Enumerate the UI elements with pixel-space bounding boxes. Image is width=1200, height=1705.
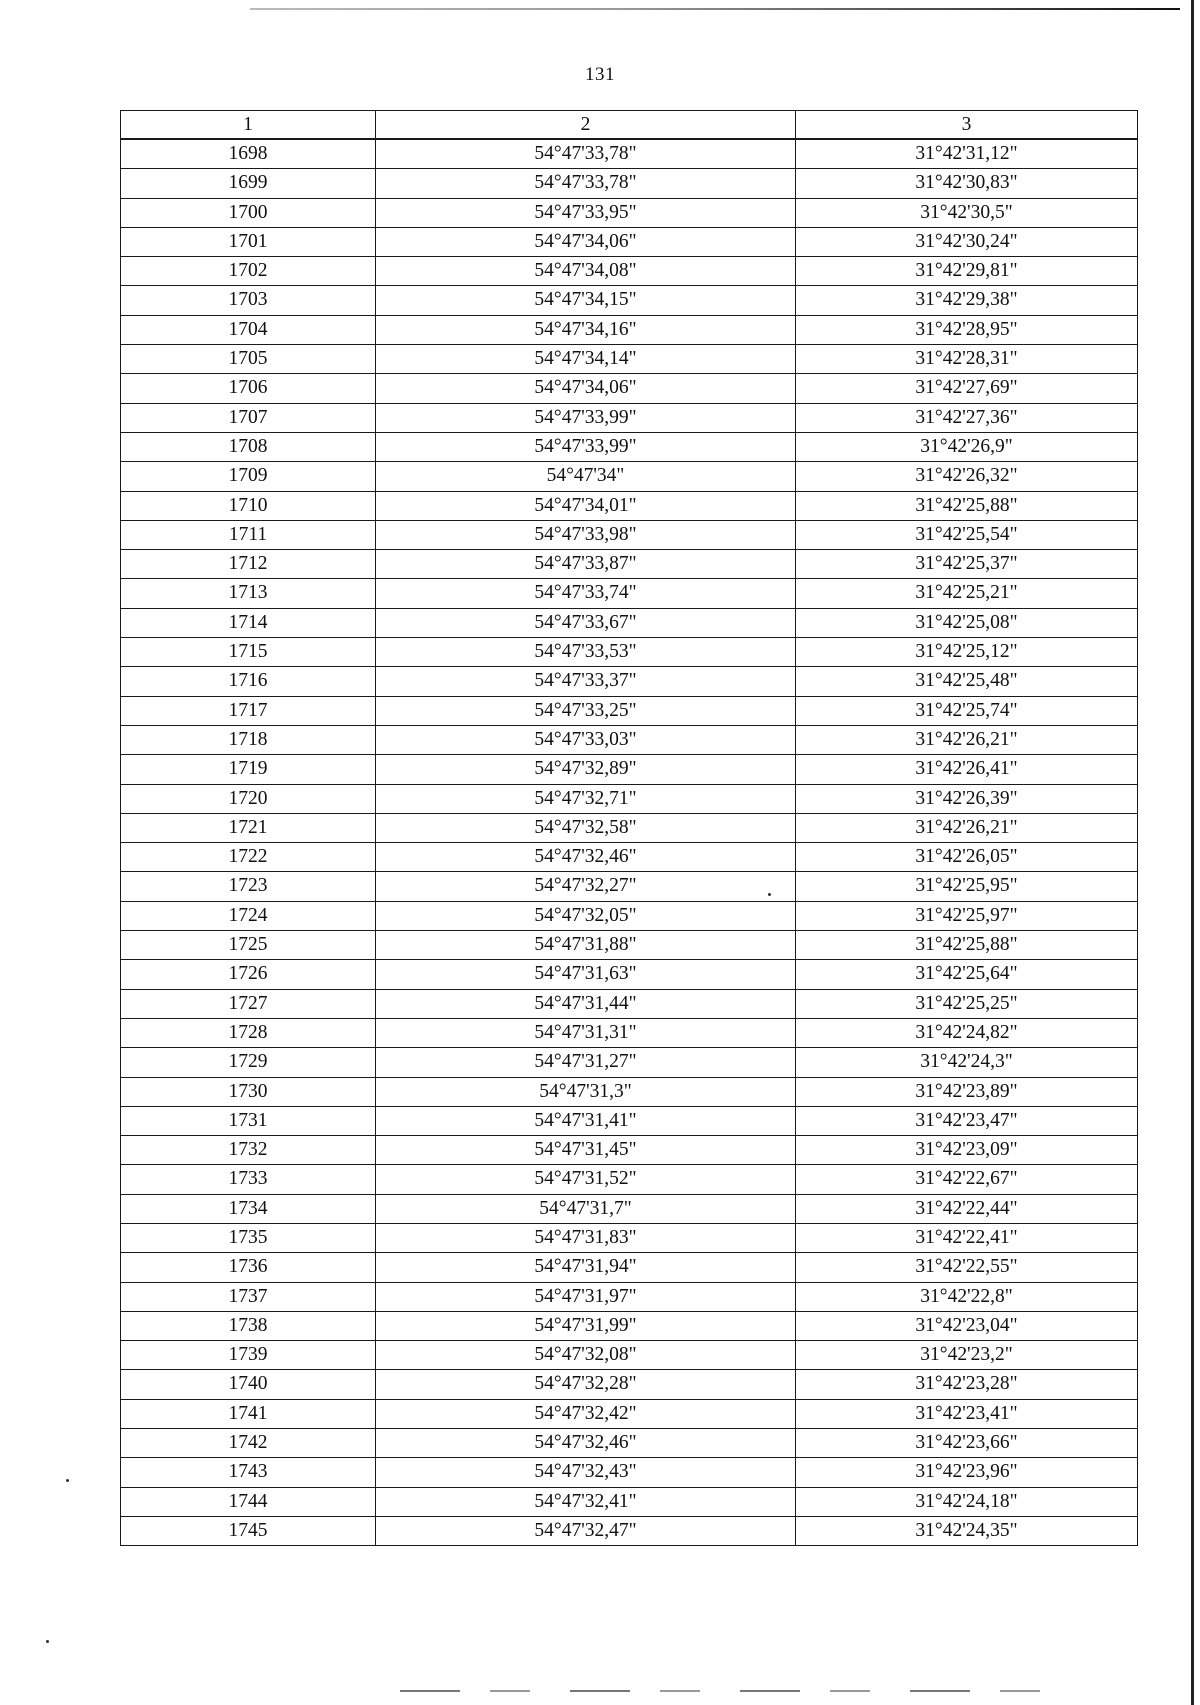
table-row: [121, 843, 1138, 872]
table-row: [121, 755, 1138, 784]
point-number-cell: 1725: [121, 931, 376, 960]
table-row: [121, 1223, 1138, 1252]
longitude-cell: 31°42'24,3": [796, 1048, 1138, 1077]
point-number-cell: 1742: [121, 1429, 376, 1458]
scan-artifact-dot: [768, 893, 771, 896]
longitude-cell: 31°42'29,81": [796, 257, 1138, 286]
column-header-3: 3: [796, 111, 1138, 140]
latitude-cell: 54°47'34,06": [376, 227, 796, 256]
latitude-cell: 54°47'34,01": [376, 491, 796, 520]
table-row: [121, 725, 1138, 754]
longitude-cell: 31°42'31,12": [796, 139, 1138, 169]
longitude-cell: 31°42'27,69": [796, 374, 1138, 403]
table-row: [121, 1487, 1138, 1516]
latitude-cell: 54°47'32,43": [376, 1458, 796, 1487]
table-row: [121, 403, 1138, 432]
point-number-cell: 1699: [121, 169, 376, 198]
longitude-cell: 31°42'25,54": [796, 520, 1138, 549]
table-row: [121, 784, 1138, 813]
table-row: [121, 1429, 1138, 1458]
scan-artifact-dot: [46, 1640, 49, 1643]
table-row: [121, 1516, 1138, 1545]
longitude-cell: 31°42'27,36": [796, 403, 1138, 432]
point-number-cell: 1711: [121, 520, 376, 549]
table-row: [121, 520, 1138, 549]
longitude-cell: 31°42'30,83": [796, 169, 1138, 198]
latitude-cell: 54°47'31,27": [376, 1048, 796, 1077]
latitude-cell: 54°47'31,97": [376, 1282, 796, 1311]
point-number-cell: 1704: [121, 315, 376, 344]
latitude-cell: 54°47'33,95": [376, 198, 796, 227]
point-number-cell: 1727: [121, 989, 376, 1018]
longitude-cell: 31°42'22,44": [796, 1194, 1138, 1223]
longitude-cell: 31°42'22,55": [796, 1253, 1138, 1282]
table-row: [121, 638, 1138, 667]
table-row: [121, 813, 1138, 842]
longitude-cell: 31°42'24,82": [796, 1018, 1138, 1047]
point-number-cell: 1741: [121, 1399, 376, 1428]
latitude-cell: 54°47'31,94": [376, 1253, 796, 1282]
point-number-cell: 1724: [121, 901, 376, 930]
table-row: [121, 1458, 1138, 1487]
table-row: [121, 462, 1138, 491]
longitude-cell: 31°42'23,96": [796, 1458, 1138, 1487]
table-row: [121, 1341, 1138, 1370]
table-row: [121, 286, 1138, 315]
table-row: [121, 1106, 1138, 1135]
latitude-cell: 54°47'32,58": [376, 813, 796, 842]
point-number-cell: 1701: [121, 227, 376, 256]
point-number-cell: 1731: [121, 1106, 376, 1135]
table-row: [121, 901, 1138, 930]
longitude-cell: 31°42'24,18": [796, 1487, 1138, 1516]
point-number-cell: 1716: [121, 667, 376, 696]
point-number-cell: 1718: [121, 725, 376, 754]
table-row: [121, 931, 1138, 960]
longitude-cell: 31°42'23,2": [796, 1341, 1138, 1370]
table-row: [121, 696, 1138, 725]
latitude-cell: 54°47'32,47": [376, 1516, 796, 1545]
point-number-cell: 1706: [121, 374, 376, 403]
longitude-cell: 31°42'25,21": [796, 579, 1138, 608]
latitude-cell: 54°47'32,42": [376, 1399, 796, 1428]
latitude-cell: 54°47'31,45": [376, 1136, 796, 1165]
latitude-cell: 54°47'32,08": [376, 1341, 796, 1370]
point-number-cell: 1738: [121, 1311, 376, 1340]
latitude-cell: 54°47'33,25": [376, 696, 796, 725]
table-row: [121, 257, 1138, 286]
table-row: [121, 1194, 1138, 1223]
table-row: [121, 1136, 1138, 1165]
longitude-cell: 31°42'25,08": [796, 608, 1138, 637]
longitude-cell: 31°42'22,8": [796, 1282, 1138, 1311]
longitude-cell: 31°42'25,48": [796, 667, 1138, 696]
table-row: [121, 1399, 1138, 1428]
longitude-cell: 31°42'25,97": [796, 901, 1138, 930]
longitude-cell: 31°42'30,5": [796, 198, 1138, 227]
point-number-cell: 1722: [121, 843, 376, 872]
table-row: [121, 198, 1138, 227]
point-number-cell: 1720: [121, 784, 376, 813]
point-number-cell: 1728: [121, 1018, 376, 1047]
table-row: [121, 169, 1138, 198]
latitude-cell: 54°47'34,08": [376, 257, 796, 286]
latitude-cell: 54°47'32,46": [376, 843, 796, 872]
longitude-cell: 31°42'29,38": [796, 286, 1138, 315]
latitude-cell: 54°47'32,89": [376, 755, 796, 784]
table-row: [121, 345, 1138, 374]
point-number-cell: 1726: [121, 960, 376, 989]
longitude-cell: 31°42'25,74": [796, 696, 1138, 725]
latitude-cell: 54°47'32,46": [376, 1429, 796, 1458]
longitude-cell: 31°42'23,04": [796, 1311, 1138, 1340]
table-row: [121, 1018, 1138, 1047]
table-row: [121, 608, 1138, 637]
scan-artifact-top-line: [250, 8, 1180, 10]
table-row: [121, 1282, 1138, 1311]
latitude-cell: 54°47'31,63": [376, 960, 796, 989]
latitude-cell: 54°47'33,78": [376, 169, 796, 198]
latitude-cell: 54°47'32,28": [376, 1370, 796, 1399]
point-number-cell: 1732: [121, 1136, 376, 1165]
table-row: [121, 667, 1138, 696]
point-number-cell: 1700: [121, 198, 376, 227]
point-number-cell: 1708: [121, 432, 376, 461]
longitude-cell: 31°42'22,67": [796, 1165, 1138, 1194]
point-number-cell: 1737: [121, 1282, 376, 1311]
point-number-cell: 1712: [121, 550, 376, 579]
point-number-cell: 1730: [121, 1077, 376, 1106]
table-row: [121, 960, 1138, 989]
longitude-cell: 31°42'25,88": [796, 931, 1138, 960]
point-number-cell: 1717: [121, 696, 376, 725]
longitude-cell: 31°42'23,66": [796, 1429, 1138, 1458]
point-number-cell: 1736: [121, 1253, 376, 1282]
column-header-2: 2: [376, 111, 796, 140]
latitude-cell: 54°47'34,16": [376, 315, 796, 344]
point-number-cell: 1735: [121, 1223, 376, 1252]
longitude-cell: 31°42'28,95": [796, 315, 1138, 344]
point-number-cell: 1703: [121, 286, 376, 315]
longitude-cell: 31°42'26,05": [796, 843, 1138, 872]
latitude-cell: 54°47'33,67": [376, 608, 796, 637]
table-row: [121, 491, 1138, 520]
longitude-cell: 31°42'25,88": [796, 491, 1138, 520]
longitude-cell: 31°42'23,09": [796, 1136, 1138, 1165]
scan-artifact-right-edge: [1191, 0, 1194, 1705]
latitude-cell: 54°47'31,31": [376, 1018, 796, 1047]
longitude-cell: 31°42'28,31": [796, 345, 1138, 374]
scan-artifact-dot: [66, 1479, 69, 1482]
point-number-cell: 1705: [121, 345, 376, 374]
point-number-cell: 1729: [121, 1048, 376, 1077]
point-number-cell: 1734: [121, 1194, 376, 1223]
point-number-cell: 1714: [121, 608, 376, 637]
latitude-cell: 54°47'31,52": [376, 1165, 796, 1194]
longitude-cell: 31°42'23,47": [796, 1106, 1138, 1135]
latitude-cell: 54°47'33,78": [376, 139, 796, 169]
latitude-cell: 54°47'33,87": [376, 550, 796, 579]
latitude-cell: 54°47'34,15": [376, 286, 796, 315]
column-header-1: 1: [121, 111, 376, 140]
latitude-cell: 54°47'31,88": [376, 931, 796, 960]
point-number-cell: 1713: [121, 579, 376, 608]
table-row: [121, 139, 1138, 169]
latitude-cell: 54°47'33,03": [376, 725, 796, 754]
longitude-cell: 31°42'25,25": [796, 989, 1138, 1018]
latitude-cell: 54°47'31,3": [376, 1077, 796, 1106]
point-number-cell: 1721: [121, 813, 376, 842]
latitude-cell: 54°47'32,71": [376, 784, 796, 813]
table-body: [121, 139, 1138, 1546]
table-row: [121, 1048, 1138, 1077]
longitude-cell: 31°42'25,64": [796, 960, 1138, 989]
point-number-cell: 1744: [121, 1487, 376, 1516]
table-row: [121, 1253, 1138, 1282]
longitude-cell: 31°42'23,41": [796, 1399, 1138, 1428]
point-number-cell: 1743: [121, 1458, 376, 1487]
latitude-cell: 54°47'34,14": [376, 345, 796, 374]
scan-artifact-bottom-dashes: [400, 1690, 1040, 1692]
table-header: [121, 111, 1138, 140]
longitude-cell: 31°42'23,89": [796, 1077, 1138, 1106]
table-row: [121, 432, 1138, 461]
table-row: [121, 989, 1138, 1018]
point-number-cell: 1745: [121, 1516, 376, 1545]
point-number-cell: 1719: [121, 755, 376, 784]
table-row: [121, 315, 1138, 344]
table-row: [121, 872, 1138, 901]
point-number-cell: 1739: [121, 1341, 376, 1370]
header-row: [121, 111, 1138, 140]
point-number-cell: 1707: [121, 403, 376, 432]
table-row: [121, 550, 1138, 579]
latitude-cell: 54°47'33,53": [376, 638, 796, 667]
latitude-cell: 54°47'34": [376, 462, 796, 491]
longitude-cell: 31°42'26,39": [796, 784, 1138, 813]
latitude-cell: 54°47'33,98": [376, 520, 796, 549]
point-number-cell: 1709: [121, 462, 376, 491]
latitude-cell: 54°47'32,05": [376, 901, 796, 930]
point-number-cell: 1723: [121, 872, 376, 901]
latitude-cell: 54°47'31,7": [376, 1194, 796, 1223]
table-row: [121, 1165, 1138, 1194]
point-number-cell: 1710: [121, 491, 376, 520]
longitude-cell: 31°42'25,37": [796, 550, 1138, 579]
point-number-cell: 1733: [121, 1165, 376, 1194]
table-row: [121, 374, 1138, 403]
latitude-cell: 54°47'33,99": [376, 432, 796, 461]
longitude-cell: 31°42'23,28": [796, 1370, 1138, 1399]
table-row: [121, 579, 1138, 608]
table-row: [121, 227, 1138, 256]
latitude-cell: 54°47'31,83": [376, 1223, 796, 1252]
longitude-cell: 31°42'22,41": [796, 1223, 1138, 1252]
page-number: 131: [585, 64, 615, 85]
longitude-cell: 31°42'26,9": [796, 432, 1138, 461]
latitude-cell: 54°47'33,74": [376, 579, 796, 608]
table-row: [121, 1077, 1138, 1106]
latitude-cell: 54°47'34,06": [376, 374, 796, 403]
longitude-cell: 31°42'30,24": [796, 227, 1138, 256]
point-number-cell: 1698: [121, 139, 376, 169]
point-number-cell: 1740: [121, 1370, 376, 1399]
coordinates-table: [120, 110, 1138, 1546]
longitude-cell: 31°42'26,41": [796, 755, 1138, 784]
point-number-cell: 1715: [121, 638, 376, 667]
latitude-cell: 54°47'31,41": [376, 1106, 796, 1135]
longitude-cell: 31°42'26,21": [796, 725, 1138, 754]
longitude-cell: 31°42'26,32": [796, 462, 1138, 491]
longitude-cell: 31°42'24,35": [796, 1516, 1138, 1545]
latitude-cell: 54°47'32,27": [376, 872, 796, 901]
latitude-cell: 54°47'31,99": [376, 1311, 796, 1340]
point-number-cell: 1702: [121, 257, 376, 286]
longitude-cell: 31°42'26,21": [796, 813, 1138, 842]
table-row: [121, 1311, 1138, 1340]
latitude-cell: 54°47'32,41": [376, 1487, 796, 1516]
longitude-cell: 31°42'25,95": [796, 872, 1138, 901]
table-row: [121, 1370, 1138, 1399]
latitude-cell: 54°47'31,44": [376, 989, 796, 1018]
longitude-cell: 31°42'25,12": [796, 638, 1138, 667]
latitude-cell: 54°47'33,37": [376, 667, 796, 696]
latitude-cell: 54°47'33,99": [376, 403, 796, 432]
